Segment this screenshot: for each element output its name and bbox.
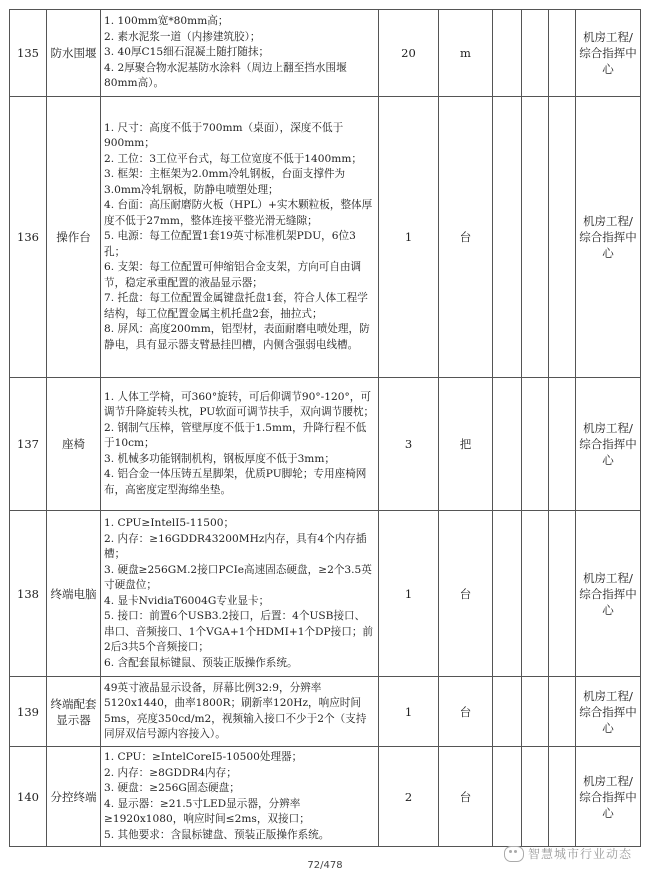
- spec-line: 1. 人体工学椅，可360°旋转，可后仰调节90°-120°，可调节升降旋转头枕，PU软面可调节扶手，双向调节腰枕；: [104, 390, 375, 419]
- empty-cell: [522, 378, 549, 511]
- empty-cell: [493, 97, 522, 378]
- unit-cell: [439, 378, 493, 511]
- unit-cell-text: 把: [459, 437, 472, 451]
- empty-cell: [522, 747, 549, 847]
- spec-description-cell: [101, 677, 379, 747]
- item-name-cell: [47, 97, 101, 378]
- empty-cell: [549, 747, 576, 847]
- page-number: 72/478: [307, 860, 343, 871]
- quantity-cell-text: 3: [404, 437, 413, 451]
- spec-line: 6. 含配套鼠标键鼠、预装正版操作系统。: [104, 656, 298, 669]
- watermark-text: 智慧城市行业动态: [527, 847, 632, 861]
- empty-cell: [522, 511, 549, 677]
- item-name-cell: [47, 677, 101, 747]
- spec-description-cell: [101, 10, 379, 97]
- empty-cell: [493, 511, 522, 677]
- spec-line: 1. 尺寸：高度不低于700mm（桌面），深度不低于900mm；: [104, 121, 344, 150]
- spec-line: 4. 台面：高压耐磨防火板（HPL）+实木颗粒板，整体厚度不低于27mm，整体连接平整光滑无缝隙；: [104, 199, 373, 227]
- location-cell-text: 机房工程/综合指挥中心: [579, 421, 637, 467]
- quantity-cell-text: 1: [404, 230, 413, 244]
- empty-cell: [493, 677, 522, 747]
- location-cell-text: 机房工程/综合指挥中心: [579, 570, 637, 617]
- row-number-cell-text: 135: [17, 46, 39, 60]
- spec-line: 2. 工位：3工位平台式，每工位宽度不低于1400mm；: [104, 152, 362, 165]
- location-cell: [576, 747, 641, 847]
- location-cell: [576, 677, 641, 747]
- empty-cell: [522, 677, 549, 747]
- quantity-cell: [379, 378, 439, 511]
- empty-cell: [522, 97, 549, 378]
- unit-cell: [439, 747, 493, 847]
- spec-description-cell: [101, 511, 379, 677]
- spec-line: 2. 内存：≥8GDDR4内存；: [104, 766, 237, 779]
- item-name-cell-text: 分控终端: [50, 789, 97, 804]
- spec-description-cell: [101, 97, 379, 378]
- row-number-cell-text: 138: [17, 586, 39, 601]
- quantity-cell: [379, 97, 439, 378]
- spec-line: 3. 框架：主框架为2.0mm冷轧钢板，台面支撑件为3.0mm冷轧钢板，防静电喷塑处理；: [104, 168, 346, 196]
- item-name-cell: [47, 747, 101, 847]
- wechat-icon: [504, 846, 524, 862]
- row-number-cell: [10, 511, 47, 677]
- spec-description-cell: [101, 747, 379, 847]
- spec-description-cell: [101, 378, 379, 511]
- quantity-cell-text: 1: [404, 704, 413, 719]
- spec-line: 1. 100mm宽*80mm高；: [104, 15, 229, 28]
- item-name-cell: [47, 511, 101, 677]
- location-cell: [576, 378, 641, 511]
- table-row: [10, 747, 641, 847]
- empty-cell: [522, 10, 549, 97]
- row-number-cell-text: 136: [17, 230, 39, 244]
- quantity-cell: [379, 677, 439, 747]
- empty-cell: [549, 10, 576, 97]
- spec-line: 4. 铝合金一体压铸五星脚架，优质PU脚轮；专用座椅网布，高密度定型海绵坐垫。: [104, 468, 367, 496]
- unit-cell: [439, 677, 493, 747]
- item-name-cell-text: 操作台: [56, 230, 91, 244]
- unit-cell-text: 台: [459, 704, 472, 719]
- unit-cell: [439, 511, 493, 677]
- row-number-cell: [10, 677, 47, 747]
- quantity-cell: [379, 511, 439, 677]
- table-row: [10, 677, 641, 747]
- watermark: [504, 845, 632, 862]
- location-cell-text: 机房工程/综合指挥中心: [579, 773, 637, 820]
- row-number-cell-text: 137: [17, 437, 39, 451]
- spec-line: 5. 电源：每工位配置1套19英寸标准机架PDU，6位3孔；: [104, 230, 356, 258]
- quantity-cell-text: 1: [404, 586, 413, 601]
- table-row: [10, 511, 641, 677]
- spec-line: 3. 机械多功能钢制机构，钢板厚度不低于3mm；: [104, 452, 335, 465]
- item-name-cell-text: 终端电脑: [50, 586, 97, 601]
- spec-line: 4. 显卡NvidiaT6004G专业显卡；: [104, 594, 270, 607]
- empty-cell: [549, 677, 576, 747]
- location-cell-text: 机房工程/综合指挥中心: [579, 214, 637, 260]
- table-row: [10, 10, 641, 97]
- item-name-cell: [47, 378, 101, 511]
- spec-table: [9, 9, 641, 847]
- spec-line: 2. 素水泥浆一道（内掺建筑胶）；: [104, 30, 261, 43]
- row-number-cell: [10, 10, 47, 97]
- item-name-cell: [47, 10, 101, 97]
- spec-line: 2. 内存：≥16GDDR43200MHz内存，具有4个内存插槽；: [104, 532, 367, 560]
- row-number-cell-text: 140: [17, 789, 39, 804]
- location-cell: [576, 97, 641, 378]
- item-name-cell-text: 座椅: [62, 437, 85, 451]
- unit-cell-text: 台: [459, 230, 472, 244]
- spec-table-body: [10, 10, 641, 847]
- location-cell-text: 机房工程/综合指挥中心: [579, 688, 637, 735]
- spec-line: 49英寸液晶显示设备，屏幕比例32:9，分辨率5120x1440，曲率1800R；刷新率120Hz，响应时间5ms，亮度350cd/m2，视频输入接口不少于2个（支持同屏双信号源内容接入）。: [104, 681, 367, 740]
- table-row: [10, 97, 641, 378]
- spec-line: 7. 托盘：每工位配置金属键盘托盘1套，符合人体工程学结构，每工位配置金属主机托盘2套，抽拉式；: [104, 292, 368, 320]
- unit-cell-text: m: [460, 46, 471, 60]
- row-number-cell: [10, 97, 47, 378]
- location-cell: [576, 10, 641, 97]
- table-row: [10, 378, 641, 511]
- row-number-cell: [10, 747, 47, 847]
- location-cell: [576, 511, 641, 677]
- spec-line: 2. 钢制气压棒，管壁厚度不低于1.5mm，升降行程不低于10cm；: [104, 421, 367, 450]
- empty-cell: [549, 511, 576, 677]
- unit-cell: [439, 97, 493, 378]
- empty-cell: [549, 97, 576, 378]
- spec-line: 3. 硬盘：≥256G固态硬盘；: [104, 782, 240, 794]
- spec-line: 5. 接口：前置6个USB3.2接口，后置：4个USB接口、串口、音频接口、1个VGA+1个HDMI+1个DP接口；前2后3共5个音频接口；: [104, 610, 374, 653]
- quantity-cell: [379, 10, 439, 97]
- row-number-cell-text: 139: [17, 704, 39, 719]
- spec-line: 1. CPU：≥IntelCoreI5-10500处理器；: [104, 751, 303, 763]
- item-name-cell-text: 终端配套显示器: [50, 696, 97, 727]
- item-name-cell-text: 防水围堰: [50, 46, 97, 60]
- spec-line: 3. 40厚C15细石混凝土随打随抹；: [104, 46, 270, 59]
- spec-line: 5. 其他要求：含鼠标键盘、预装正版操作系统。: [104, 828, 330, 841]
- quantity-cell-text: 20: [401, 46, 416, 60]
- spec-line: 3. 硬盘≥256GM.2接口PCIe高速固态硬盘，≥2个3.5英寸硬盘位；: [104, 563, 372, 591]
- location-cell-text: 机房工程/综合指挥中心: [579, 30, 637, 76]
- quantity-cell: [379, 747, 439, 847]
- empty-cell: [549, 378, 576, 511]
- spec-line: 4. 显示器：≥21.5寸LED显示器，分辨率≥1920x1080，响应时间≤2ms，双接口；: [104, 797, 310, 825]
- row-number-cell: [10, 378, 47, 511]
- quantity-cell-text: 2: [404, 789, 413, 804]
- unit-cell: [439, 10, 493, 97]
- unit-cell-text: 台: [459, 586, 472, 601]
- unit-cell-text: 台: [459, 789, 472, 804]
- empty-cell: [493, 747, 522, 847]
- spec-line: 1. CPU≥IntelI5-11500；: [104, 517, 235, 529]
- empty-cell: [493, 378, 522, 511]
- spec-line: 8. 屏风：高度200mm，铝型材，表面耐磨电喷处理，防静电，具有显示器支臂悬挂凹槽，内侧含强弱电线槽。: [104, 323, 370, 351]
- spec-line: 4. 2厚聚合物水泥基防水涂料（周边上翻至挡水围堰80mm高）。: [104, 61, 347, 90]
- spec-line: 6. 支架：每工位配置可伸缩铝合金支架，方向可自由调节，稳定承重配置的液晶显示器；: [104, 261, 362, 289]
- empty-cell: [493, 10, 522, 97]
